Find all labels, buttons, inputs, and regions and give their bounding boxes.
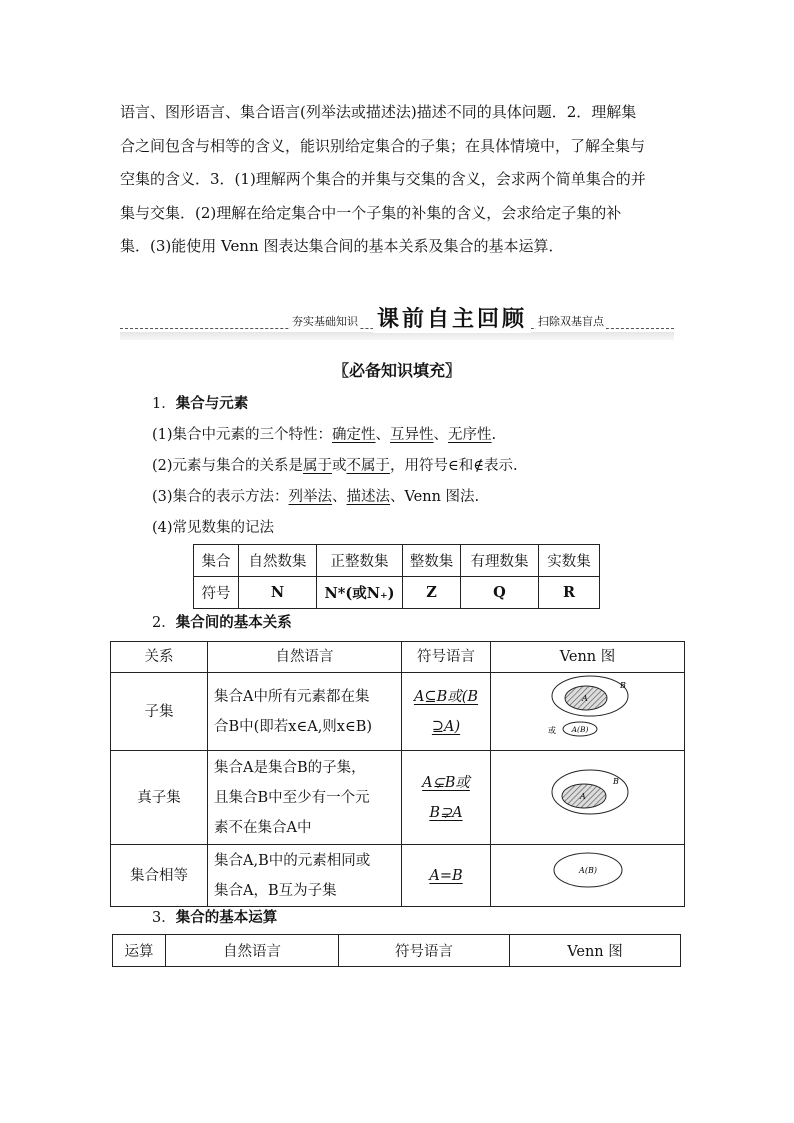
table-cell [491, 673, 685, 751]
text: 、 [433, 427, 449, 443]
table-cell: N [239, 577, 317, 609]
table-row [111, 751, 685, 845]
table-header: 符号语言 [402, 642, 491, 673]
table-cell [208, 845, 402, 907]
table-row [111, 673, 685, 751]
table-cell [402, 673, 491, 751]
section-heading-text: 必备知识填充 [348, 361, 445, 380]
part1-line2 [152, 454, 518, 475]
section-heading: 〖必备知识填充〗 [332, 361, 462, 380]
text: 、 [375, 427, 391, 443]
answer-blank: A⊊B或 [422, 774, 470, 791]
banner-left-text: 夯实基础知识 [292, 315, 358, 328]
venn-subset-diagram [528, 673, 648, 739]
text: . [491, 427, 497, 443]
table-row [194, 577, 600, 609]
table-header: Venn 图 [510, 935, 681, 967]
venn-label: A(B) [578, 866, 597, 875]
text: 集合A中所有元素都在集 [214, 688, 370, 705]
text: 、Venn 图法. [390, 489, 480, 505]
operations-table [112, 934, 681, 967]
text: 且集合B中至少有一个元 [214, 789, 370, 806]
venn-label: B [612, 777, 619, 786]
venn-label: A [579, 792, 586, 801]
table-header: 运算 [113, 935, 166, 967]
table-cell: R [539, 577, 600, 609]
text: ，用符号∈和∉表示. [390, 458, 518, 474]
relations-table [110, 641, 685, 907]
text: 、 [332, 489, 347, 505]
table-cell [491, 845, 685, 907]
answer-blank: 不属于 [346, 458, 391, 474]
table-header: 正整数集 [317, 545, 403, 577]
answer-blank: 互异性 [390, 427, 434, 443]
venn-label: A [581, 694, 588, 703]
text: 素不在集合A中 [214, 819, 312, 836]
table-header: Venn 图 [491, 642, 685, 673]
table-row [194, 545, 600, 577]
banner-shade [120, 332, 674, 340]
table-row [113, 935, 681, 967]
part1-line3 [152, 485, 479, 506]
table-header: 有理数集 [461, 545, 539, 577]
part3-title-text: 集合的基本运算 [175, 909, 278, 926]
answer-blank: A=B [429, 867, 463, 884]
table-row [111, 642, 685, 673]
text: 合B中(即若x∈A,则x∈B) [214, 718, 373, 735]
banner-title: 课前自主回顾 [373, 302, 531, 333]
table-cell [402, 751, 491, 845]
table-header: 实数集 [539, 545, 600, 577]
table-header: 集合 [194, 545, 239, 577]
intro-line: 空集的含义．3．(1)理解两个集合的并集与交集的含义，会求两个简单集合的并 [120, 170, 646, 188]
part1-line4: (4)常见数集的记法 [152, 520, 275, 536]
intro-line: 合之间包含与相等的含义，能识别给定集合的子集；在具体情境中，了解全集与 [120, 136, 646, 155]
table-cell [208, 673, 402, 751]
table-cell: 集合相等 [111, 845, 208, 907]
answer-blank: B⊋A [429, 804, 463, 821]
text: 集合A,B中的元素相同或 [214, 852, 371, 869]
venn-label: A(B) [571, 725, 588, 734]
number-sets-table [193, 544, 600, 609]
table-cell: Z [403, 577, 461, 609]
part2-title-text: 集合间的基本关系 [175, 614, 292, 631]
banner-right-text: 扫除双基盲点 [538, 315, 604, 328]
text: (2)元素与集合的关系是 [152, 458, 304, 474]
table-cell: Q [461, 577, 539, 609]
table-cell [208, 751, 402, 845]
part1-title [152, 392, 248, 413]
text: 或 [332, 458, 347, 474]
part2-title [152, 611, 292, 632]
answer-blank: 确定性 [332, 427, 376, 443]
intro-paragraph [120, 96, 680, 264]
table-cell [491, 751, 685, 845]
text: 集合A是集合B的子集， [214, 759, 366, 776]
part1-line1 [152, 423, 496, 444]
table-cell: 子集 [111, 673, 208, 751]
intro-line: 集与交集．(2)理解在给定集合中一个子集的补集的含义，会求给定子集的补 [120, 203, 622, 222]
table-header: 自然语言 [208, 642, 402, 673]
venn-or: 或 [547, 726, 556, 735]
venn-label: B [619, 681, 626, 690]
section-banner [120, 300, 674, 342]
part3-title [152, 906, 277, 927]
venn-proper-subset-diagram [528, 764, 648, 820]
answer-blank: 无序性 [448, 427, 492, 443]
table-header: 符号语言 [339, 935, 510, 967]
table-header: 关系 [111, 642, 208, 673]
answer-blank: ⊇A) [431, 718, 461, 735]
text: 集合A，B互为子集 [214, 882, 337, 899]
answer-blank: 属于 [303, 458, 333, 474]
answer-blank: 描述法 [346, 489, 391, 505]
text: (3)集合的表示方法： [152, 489, 289, 505]
text: (1)集合中元素的三个特性： [152, 427, 333, 443]
part2-num: 2． [152, 615, 176, 631]
part3-num: 3． [152, 910, 176, 926]
part1-num: 1． [152, 396, 176, 412]
venn-equal-diagram [528, 848, 648, 892]
answer-blank: A⊆B或(B [413, 688, 479, 705]
table-cell: N*(或N₊) [317, 577, 403, 609]
intro-line: 语言、图形语言、集合语言(列举法或描述法)描述不同的具体问题．2．理解集 [120, 103, 637, 121]
table-header: 自然语言 [166, 935, 339, 967]
table-cell [402, 845, 491, 907]
table-cell: 符号 [194, 577, 239, 609]
table-row [111, 845, 685, 907]
part1-title-text: 集合与元素 [175, 395, 249, 412]
table-header: 自然数集 [239, 545, 317, 577]
intro-line: 集．(3)能使用 Venn 图表达集合间的基本关系及集合的基本运算． [120, 237, 564, 255]
table-cell: 真子集 [111, 751, 208, 845]
answer-blank: 列举法 [288, 489, 333, 505]
table-header: 整数集 [403, 545, 461, 577]
